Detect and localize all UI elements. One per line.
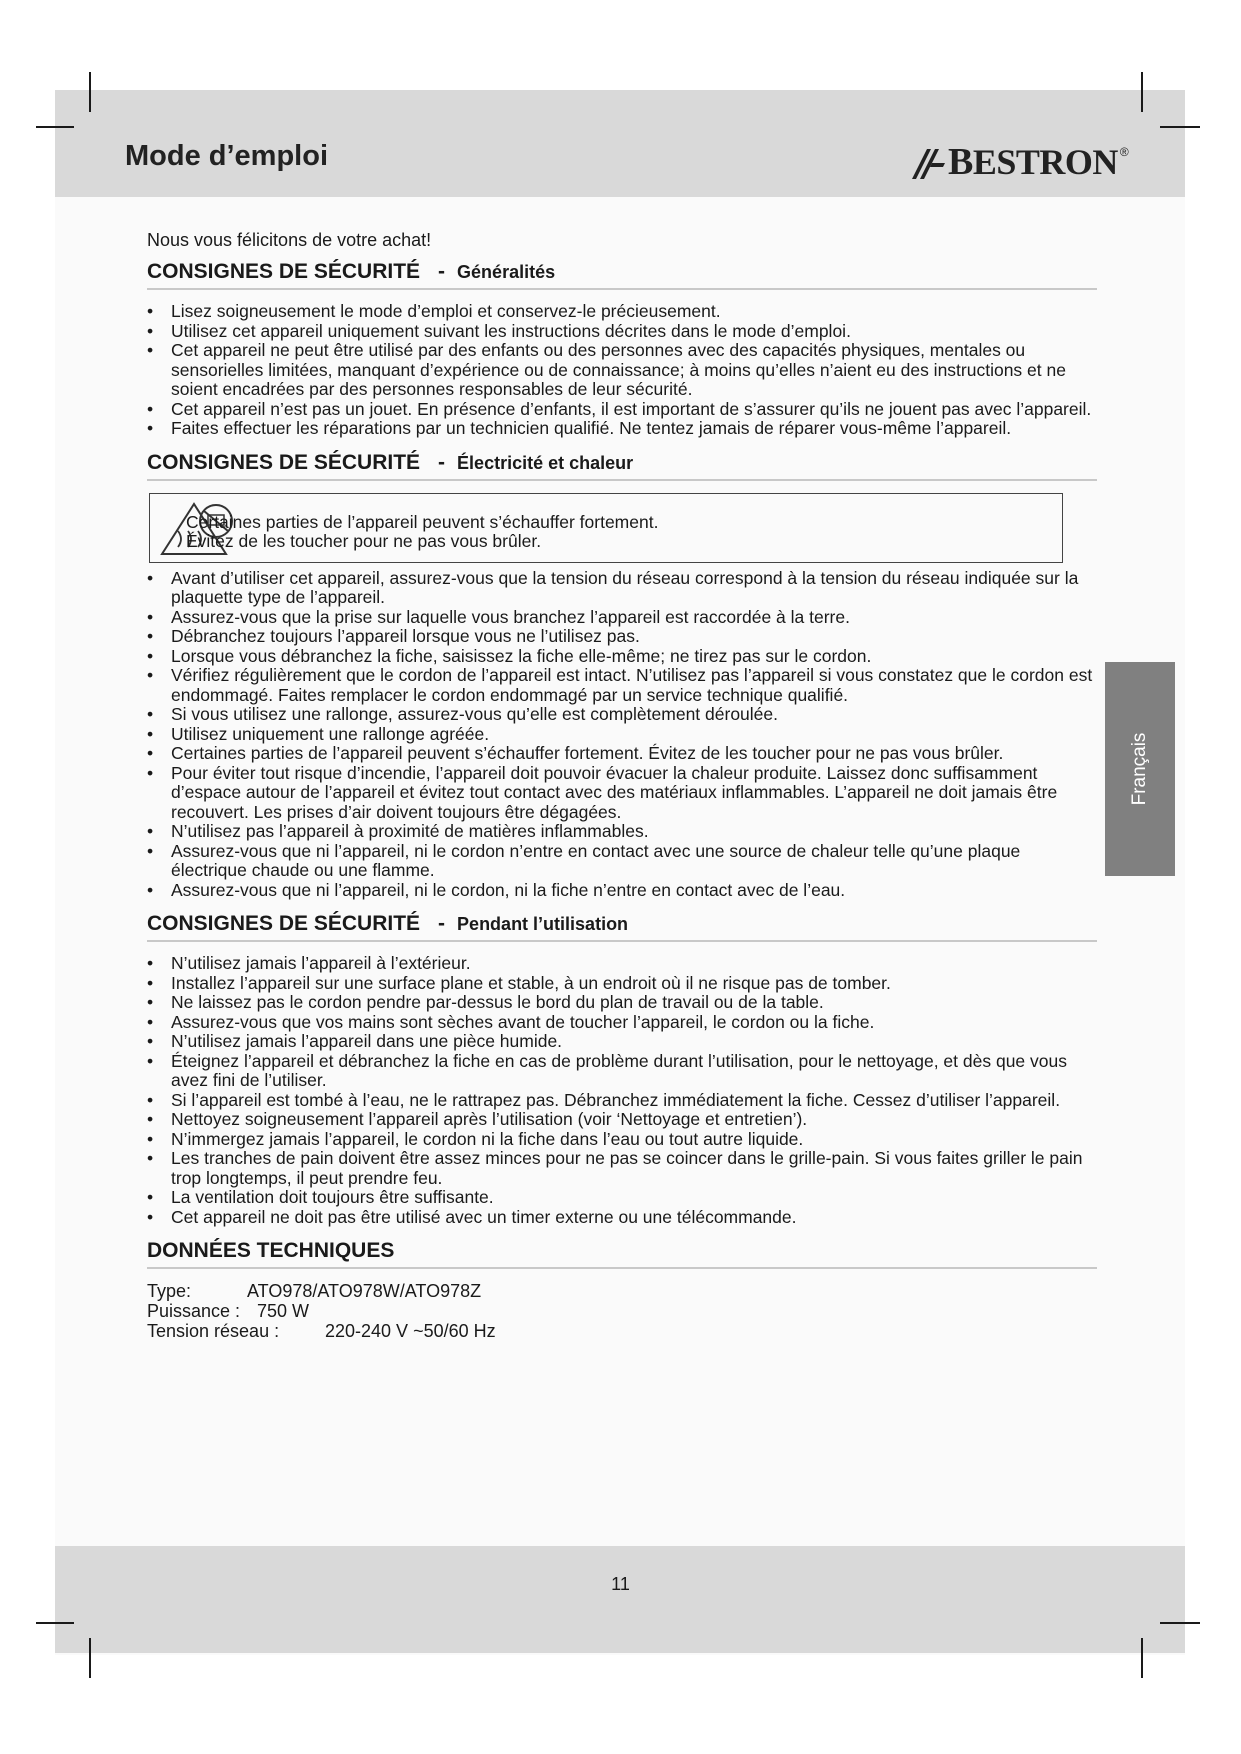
bullet-list — [147, 569, 1097, 901]
list-item: • Pour éviter tout risque d’incendie, l’appareil doit pouvoir évacuer la chaleur produite. Laissez donc suffisamment d’espace autour de l’appareil et évitez tout contact avec des matériaux inflammables. L’appareil ne doit jamais être recouvert. Les prises d’air doivent toujours être dégagées. — [147, 764, 1097, 823]
crop-mark — [1160, 1622, 1200, 1624]
spec-value: ATO978/ATO978W/ATO978Z — [247, 1281, 482, 1301]
spec-value: 750 W — [257, 1301, 310, 1321]
crop-mark — [36, 126, 74, 128]
section-heading: CONSIGNES DE SÉCURITÉ - Électricité et chaleur — [147, 450, 634, 474]
spec-value: 220-240 V ~50/60 Hz — [325, 1321, 496, 1341]
list-item: • Utilisez cet appareil uniquement suivant les instructions décrites dans le mode d’emploi. — [147, 322, 1097, 342]
spec-row — [147, 1301, 1097, 1321]
section-title: CONSIGNES DE SÉCURITÉ — [147, 260, 421, 283]
section-heading: CONSIGNES DE SÉCURITÉ - Généralités — [147, 260, 556, 283]
brand-name: BESTRON — [948, 141, 1118, 183]
intro-text: Nous vous félicitons de votre achat! — [147, 230, 432, 250]
section-title: CONSIGNES DE SÉCURITÉ — [147, 450, 421, 474]
list-item: • Assurez-vous que ni l’appareil, ni le cordon n’entre en contact avec une source de chaleur telle qu’une plaque électrique chaude ou une flamme. — [147, 842, 1097, 881]
crop-mark — [36, 1622, 74, 1624]
list-item: • Assurez-vous que vos mains sont sèches avant de toucher l’appareil, le cordon ou la fiche. — [147, 1013, 1097, 1033]
section-heading: CONSIGNES DE SÉCURITÉ - Pendant l’utilisation — [147, 912, 629, 935]
list-item: • Vérifiez régulièrement que le cordon de l’appareil est intact. N’utilisez pas l’appareil si vous constatez que le cordon est endommagé. Faites remplacer le cordon endommagé par un service technique qualifié. — [147, 666, 1097, 705]
spec-row — [147, 1321, 1097, 1341]
main-content — [147, 228, 1097, 1341]
language-label: Français — [1129, 732, 1150, 806]
list-item: • Avant d’utiliser cet appareil, assurez-vous que la tension du réseau correspond à la tension du réseau indiquée sur la plaquette type de l’appareil. — [147, 569, 1097, 608]
brand-logo — [910, 143, 1129, 183]
section-subtitle: Pendant l’utilisation — [457, 914, 629, 934]
list-item: • Assurez-vous que la prise sur laquelle vous branchez l’appareil est raccordée à la terre. — [147, 608, 1097, 628]
section-divider — [147, 1267, 1097, 1269]
list-item: • Utilisez uniquement une rallonge agréée. — [147, 725, 1097, 745]
registered-mark: ® — [1119, 145, 1129, 159]
list-item: • Faites effectuer les réparations par un technicien qualifié. Ne tentez jamais de réparer vous-même l’appareil. — [147, 419, 1097, 439]
section-subtitle: Généralités — [457, 262, 556, 282]
list-item: • N’immergez jamais l’appareil, le cordon ni la fiche dans l’eau ou tout autre liquide. — [147, 1130, 1097, 1150]
section-divider — [147, 288, 1097, 290]
crop-mark — [89, 72, 91, 112]
list-item: • Cet appareil ne doit pas être utilisé avec un timer externe ou une télécommande. — [147, 1208, 1097, 1228]
list-item: • Certaines parties de l’appareil peuvent s’échauffer fortement. Évitez de les toucher pour ne pas vous brûler. — [147, 744, 1097, 764]
list-item: • Ne laissez pas le cordon pendre par-dessus le bord du plan de travail ou de la table. — [147, 993, 1097, 1013]
section-heading — [147, 1239, 1097, 1263]
page-title: Mode d’emploi — [125, 140, 328, 172]
language-tab — [1105, 662, 1175, 876]
list-item: • La ventilation doit toujours être suffisante. — [147, 1188, 1097, 1208]
list-item: • Les tranches de pain doivent être assez minces pour ne pas se coincer dans le grille-pain. Si vous faites griller le pain trop longtemps, il peut prendre feu. — [147, 1149, 1097, 1188]
bestron-chevron-icon — [910, 145, 946, 183]
footer-band — [55, 1546, 1185, 1653]
list-item: • N’utilisez jamais l’appareil dans une pièce humide. — [147, 1032, 1097, 1052]
list-item: • Installez l’appareil sur une surface plane et stable, à un endroit où il ne risque pas de tomber. — [147, 974, 1097, 994]
bullet-list — [147, 302, 1097, 439]
list-item: • Assurez-vous que ni l’appareil, ni le cordon, ni la fiche n’entre en contact avec de l’eau. — [147, 881, 1097, 901]
warning-line: Évitez de les toucher pour ne pas vous brûler. — [186, 531, 542, 551]
warning-line: Certaines parties de l’appareil peuvent s’échauffer fortement. — [186, 511, 659, 532]
section-divider — [147, 940, 1097, 942]
list-item: • Nettoyez soigneusement l’appareil après l’utilisation (voir ‘Nettoyage et entretien’). — [147, 1110, 1097, 1130]
list-item: • Si l’appareil est tombé à l’eau, ne le rattrapez pas. Débranchez immédiatement la fiche. Cessez d’utiliser l’appareil. — [147, 1091, 1097, 1111]
list-item: • N’utilisez jamais l’appareil à l’extérieur. — [147, 954, 1097, 974]
spec-label: Tension réseau : — [147, 1321, 280, 1341]
technical-title: DONNÉES TECHNIQUES — [147, 1239, 395, 1262]
list-item: • Lorsque vous débranchez la fiche, saisissez la fiche elle-même; ne tirez pas sur le cordon. — [147, 647, 1097, 667]
list-item: • Éteignez l’appareil et débranchez la fiche en cas de problème durant l’utilisation, pour le nettoyage, et dès que vous avez fini de l’utiliser. — [147, 1052, 1097, 1091]
section-title: CONSIGNES DE SÉCURITÉ — [147, 912, 421, 935]
crop-mark — [1141, 72, 1143, 112]
spec-label: Type: — [147, 1281, 192, 1301]
list-item: • Lisez soigneusement le mode d’emploi et conservez-le précieusement. — [147, 302, 1097, 322]
list-item: • Si vous utilisez une rallonge, assurez-vous qu’elle est complètement déroulée. — [147, 705, 1097, 725]
list-item: • Débranchez toujours l’appareil lorsque vous ne l’utilisez pas. — [147, 627, 1097, 647]
crop-mark — [1160, 126, 1200, 128]
spec-label: Puissance : — [147, 1301, 241, 1321]
spec-row — [147, 1281, 1097, 1301]
list-item: • Cet appareil n’est pas un jouet. En présence d’enfants, il est important de s’assurer qu’ils ne jouent pas avec l’appareil. — [147, 400, 1097, 420]
crop-mark — [1141, 1638, 1143, 1678]
bullet-list — [147, 954, 1097, 1227]
list-item: • N’utilisez pas l’appareil à proximité de matières inflammables. — [147, 822, 1097, 842]
crop-mark — [89, 1638, 91, 1678]
warning-text — [186, 513, 658, 552]
technical-specs — [147, 1281, 1097, 1341]
section-divider — [147, 479, 1097, 481]
page-number: 11 — [611, 1574, 630, 1594]
warning-box — [149, 493, 1063, 563]
section-subtitle: Électricité et chaleur — [457, 452, 634, 473]
list-item: • Cet appareil ne peut être utilisé par des enfants ou des personnes avec des capacités physiques, mentales ou sensorielles limitées, manquant d’expérience ou de connaissance; à moins qu’elles n’aient eu des instructions et ne soient encadrées par des personnes responsables de leur sécurité. — [147, 341, 1097, 400]
